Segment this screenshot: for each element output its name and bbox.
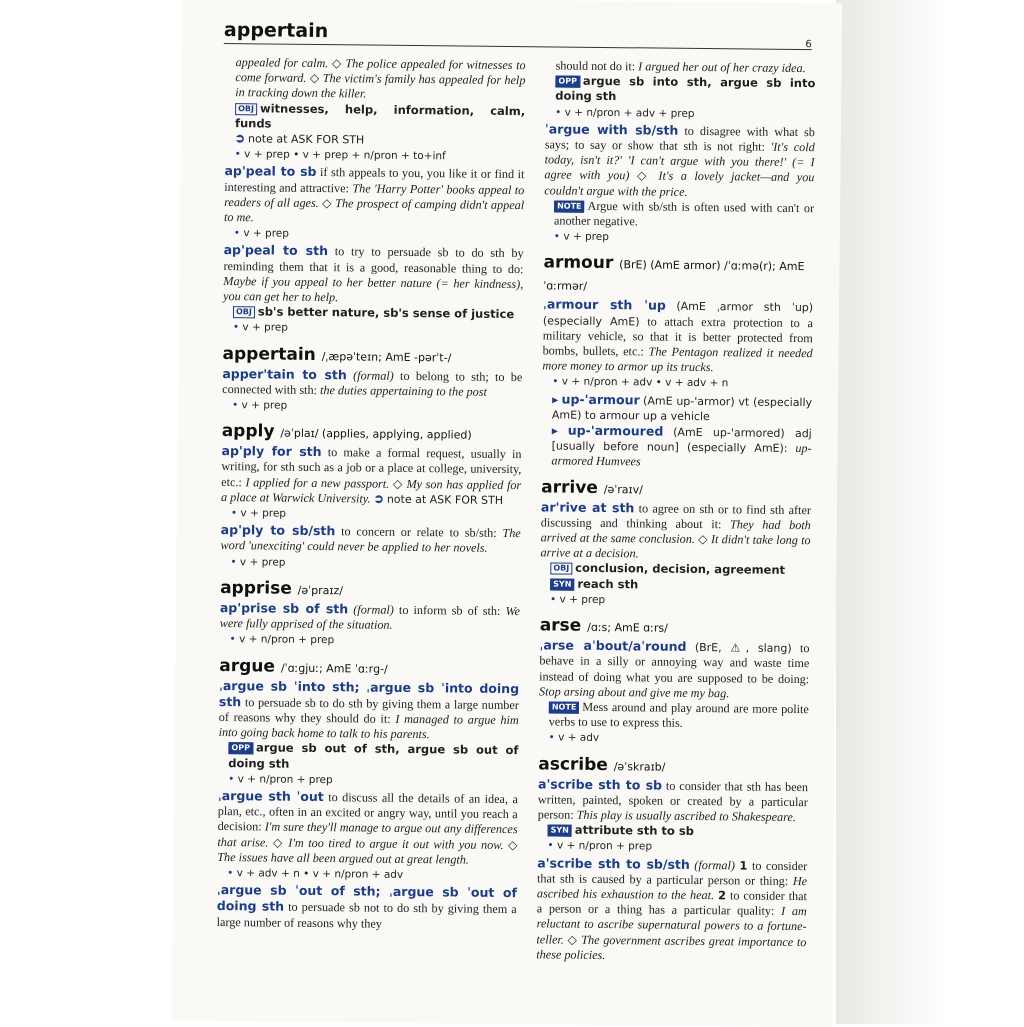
grammar-pattern: • v + prep • v + prep + n/pron + to+inf: [234, 148, 446, 163]
page-number: 6: [805, 39, 812, 51]
grammar-pattern: • v + n/pron + adv + prep: [555, 106, 695, 120]
entry-appeal-to-sth: ap'peal to sth to try to persuade sb to do sth by reminding them that it is a good, reasonable thing to do: Maybe if you appeal to her better nature (= her kindness), you can get her to help.: [223, 242, 524, 305]
entry-appeal-to-sb: ap'peal to sb if sth appeals to you, you like it or find it interesting and attractive: The 'Harry Potter' books appeal to readers of all ages. ◇ The prospect of camping didn't appeal to me.: [223, 163, 525, 225]
running-header: [224, 19, 812, 50]
header-word: appertain: [223, 19, 329, 43]
derivative-arrow-icon: ▸: [552, 392, 559, 407]
note-tag: NOTE: [549, 701, 580, 713]
grammar-pattern: • v + adv: [548, 731, 600, 745]
obj-line: OBJ conclusion, decision, agreement: [540, 561, 810, 579]
note-line: NOTE Argue with sb/sth is often used with can't or another negative.: [553, 198, 815, 229]
cross-ref-icon: ➲: [373, 491, 384, 506]
grammar-pattern: • v + prep: [230, 507, 287, 520]
headword-apply: apply /əˈplaɪ/ (applies, applying, applied): [221, 421, 472, 442]
entry-appertain-to-sth: apper'tain to sth (formal) to belong to sth; to be connected with sth: the duties appertaining to the post: [222, 365, 523, 399]
opp-tag: OPP: [228, 742, 253, 754]
right-column: [536, 58, 815, 965]
headword-apprise: apprise /əˈpraɪz/: [220, 577, 344, 599]
grammar-pattern: • v + n/pron + prep: [229, 633, 335, 647]
entry-apprise-sb-of-sth: ap'prise sb of sth (formal) to inform sb of sth: We were fully apprised of the situation.: [219, 599, 521, 632]
obj-line: OBJ witnesses, help, information, calm, funds: [234, 100, 526, 131]
obj-tag: OBJ: [235, 103, 257, 115]
entry-armour-sth-up: ˌarmour sth ˈup (AmE ˌarmor sth ˈup) (especially AmE) to attach extra protection to a military vehicle, so that it is better protected from bombs, bullets, etc.: The Pentagon realized it needed more money to armor up its trucks.: [542, 296, 814, 375]
cross-ref: ➲ note at ASK FOR STH: [234, 131, 365, 147]
grammar-pattern: • v + prep: [231, 399, 288, 412]
opp-line: OPP argue sb into sth, argue sb into doing sth: [555, 73, 816, 104]
entry-arrive-at-sth: ar'rive at sth to agree on sth or to find sth after discussing and thinking about it: They had both arrived at the same conclusion. ◇ It didn't take long to arrive at a decision.: [540, 499, 812, 561]
headword-arse: arse /ɑːs; AmE ɑːrs/: [539, 615, 668, 636]
left-column: [217, 55, 526, 933]
syn-tag: SYN: [550, 578, 574, 590]
entry-argue-sth-out: ˌargue sth ˈout to discuss all the details of an idea, a plan, etc., often in an excited or angry way, until you reach a decision: I'm sure they'll manage to argue out any differences that arise. ◇ I'm too tired to argue it out with you now. ◇ The issues have all been argued out at great length.: [217, 787, 519, 867]
obj-line: OBJ sb's better nature, sb's sense of justice: [223, 304, 523, 322]
entry-apply-for-sth: ap'ply for sth to make a formal request, usually in writing, for sth such as a job or a place at college, university, etc.: I applied for a new passport. ◇ My son has applied for a place at Warwick University. ➲ note at ASK FOR STH: [220, 443, 522, 507]
opp-tag: OPP: [555, 76, 580, 88]
dictionary-page: [172, 0, 843, 1027]
entry-argue-with: ˈargue with sb/sth to disagree with what sb says; to say or show that sth is not right: 'It's cold today, isn't it?' 'I can't argue with you there!' (= I agree with you) ◇ It's a lovely jacket—and you couldn't argue with the price.: [544, 121, 816, 199]
note-line: NOTE Mess around and play around are more polite verbs to use to express this.: [548, 699, 809, 730]
entry-argue-into: ˌargue sb ˈinto sth; ˌargue sb ˈinto doing sth to persuade sb to do sth by giving them a large number of reasons why they should do it: I managed to argue him into going back home to talk to his parents.: [218, 677, 520, 742]
entry-apply-to-sb-sth: ap'ply to sb/sth to concern or relate to sb/sth: The word 'unexciting' could never be applied to her novels.: [220, 522, 521, 556]
grammar-pattern: • v + prep: [230, 555, 286, 569]
derivative-arrow-icon: ▸: [551, 423, 558, 438]
opp-line: OPP argue sb out of sth, argue sb out of doing sth: [228, 740, 519, 771]
entry-arse-about: ˌarse aˈbout/aˈround (BrE, ⚠, slang) to behave in a silly or annoying way and waste time instead of doing what you are supposed to be doing: Stop arsing about and give me my bag.: [538, 637, 810, 701]
syn-line: SYN attribute sth to sb: [538, 822, 808, 840]
headword-ascribe: ascribe /əˈskraɪb/: [538, 753, 666, 775]
headword-armour: armour (BrE) (AmE armor) /ˈɑːmə(r); AmE ˈɑːrmər/: [543, 252, 805, 294]
grammar-pattern: • v + prep: [232, 321, 289, 335]
book-gutter: [836, 0, 1024, 1024]
entry-text: should not do it: I argued her out of her crazy idea.: [555, 58, 806, 76]
entry-ascribe-sth-to-sb-sth: a'scribe sth to sb/sth (formal) 1 to consider that sth is caused by a particular person or thing: He ascribed his exhaustion to the heat. 2 to consider that a person or a thing has a particular quality: I am reluctant to ascribe supernatural powers to a fortune-teller. ◇ The government ascribes great importance to these policies.: [536, 854, 808, 962]
headword-argue: argue /ˈɑːɡjuː; AmE ˈɑːrɡ-/: [219, 655, 388, 677]
entry-argue-out-of: ˌargue sb ˈout of sth; ˌargue sb ˈout of doing sth to persuade sb not to do sth by giving them a large number of reasons why they: [216, 882, 518, 931]
entry-ascribe-sth-to-sb: a'scribe sth to sb to consider that sth has been written, painted, spoken or created by a particular person: This play is usually ascribed to Shakespeare.: [537, 775, 809, 824]
derivative-up-armour: ▸ up-'armour (AmE up-'armor) vt (especially AmE) to armour up a vehicle: [551, 391, 813, 423]
grammar-pattern: • v + n/pron + prep: [547, 839, 653, 853]
grammar-pattern: • v + prep: [233, 227, 290, 240]
grammar-pattern: • v + adv + n • v + n/pron + adv: [227, 867, 404, 881]
headword-arrive: arrive /əˈraɪv/: [541, 477, 643, 498]
entry-text: appealed for calm. ◇ The police appealed for witnesses to come forward. ◇ The victim's family has appealed for help in tracking down the killer.: [235, 55, 526, 101]
grammar-pattern: • v + n/pron + prep: [228, 772, 333, 786]
syn-line: SYN reach sth: [540, 576, 810, 594]
grammar-pattern: • v + prep: [553, 230, 609, 244]
derivative-up-armoured: ▸ up-'armoured (AmE up-'armored) adj [usually before noun] (especially AmE): up-armored Humvees: [551, 422, 812, 469]
note-tag: NOTE: [554, 200, 585, 212]
grammar-pattern: • v + n/pron + adv • v + adv + n: [552, 375, 729, 390]
syn-tag: SYN: [548, 825, 572, 837]
cross-ref-icon: ➲: [234, 131, 246, 146]
headword-appertain: appertain /ˌæpəˈteɪn; AmE -pərˈt-/: [222, 343, 452, 365]
grammar-pattern: • v + prep: [549, 593, 606, 606]
